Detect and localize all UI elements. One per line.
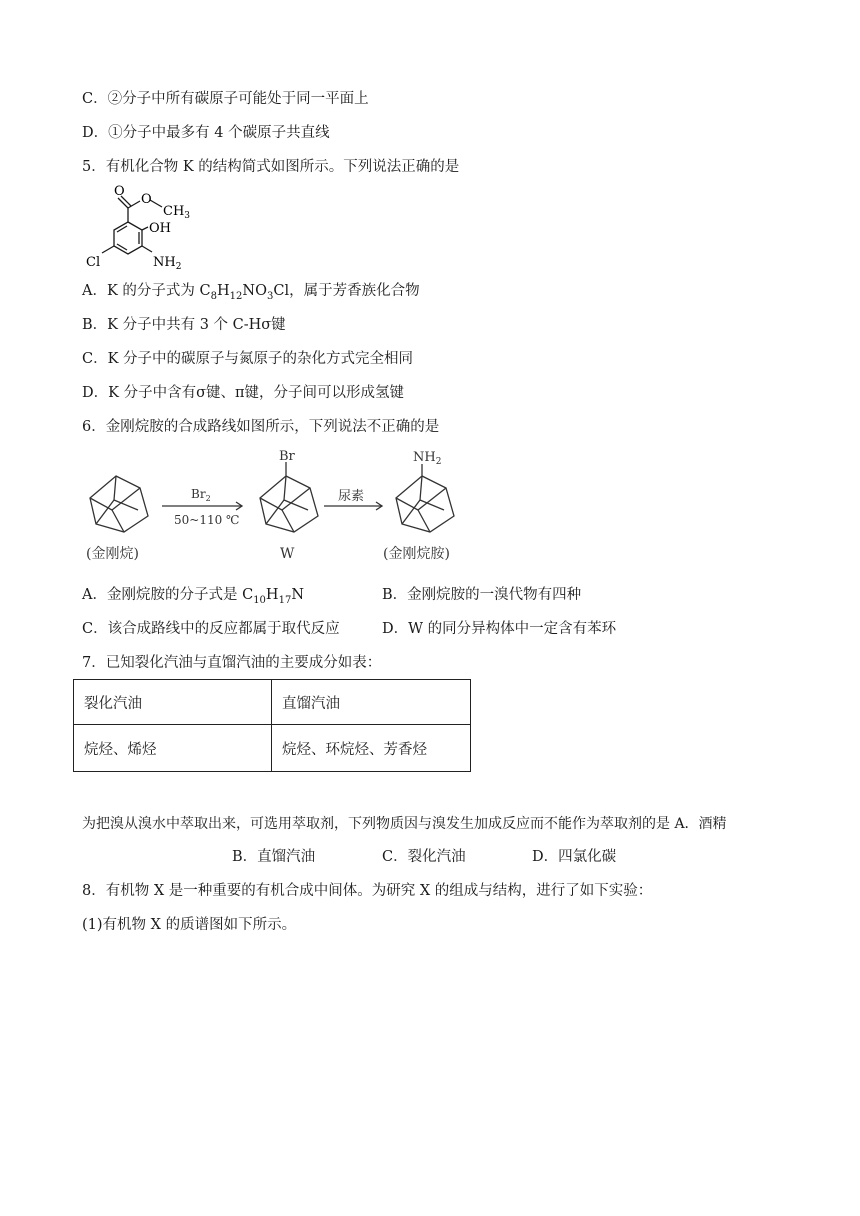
k-carbonyl-o-label: O bbox=[114, 184, 125, 199]
q6-option-d: D．W 的同分异构体中一定含有苯环 bbox=[382, 621, 617, 637]
q6-option-b: B．金刚烷胺的一溴代物有四种 bbox=[382, 587, 582, 603]
reagent-urea-label: 尿素 bbox=[338, 489, 365, 504]
w-br-label: Br bbox=[279, 449, 295, 464]
q7-stem: 7．已知裂化汽油与直馏汽油的主要成分如表： bbox=[82, 655, 382, 671]
table-header-straight-run-gasoline: 直馏汽油 bbox=[272, 680, 471, 725]
q8-part1: (1)有机物 X 的质谱图如下所示。 bbox=[82, 917, 297, 933]
q5-option-c: C．K 分子中的碳原子与氮原子的杂化方式完全相同 bbox=[82, 351, 414, 367]
reagent-br2-label: $Br_2$ bbox=[191, 487, 211, 503]
q7-body: 为把溴从溴水中萃取出来，可选用萃取剂，下列物质因与溴发生加成反应而不能作为萃取剂的是 A．酒精 bbox=[82, 816, 727, 832]
table-cell-cracked-components: 烷烃、烯烃 bbox=[74, 725, 272, 772]
gasoline-composition-table bbox=[73, 679, 471, 772]
table-row bbox=[74, 725, 471, 772]
q7-option-b: B．直馏汽油 bbox=[232, 849, 316, 865]
q8-stem: 8．有机物 X 是一种重要的有机合成中间体。为研究 X 的组成与结构，进行了如下实验： bbox=[82, 883, 653, 899]
table-header-cracked-gasoline: 裂化汽油 bbox=[74, 680, 272, 725]
amantadine-label: (金刚烷胺) bbox=[383, 546, 450, 562]
w-label: W bbox=[280, 546, 295, 562]
reagent-temperature-label: 50~110 ℃ bbox=[174, 513, 240, 527]
k-ch3-label: $CH_3$ bbox=[163, 204, 191, 221]
q5-option-d: D．K 分子中含有σ键、π键，分子间可以形成氢键 bbox=[82, 385, 404, 401]
k-cl-label: Cl bbox=[86, 255, 101, 270]
q6-option-a: A．金刚烷胺的分子式是 $C_{10}H_{17}N$ bbox=[82, 587, 304, 606]
k-nh2-label: $NH_2$ bbox=[153, 255, 182, 272]
amantadine-structure bbox=[396, 464, 454, 532]
q7-option-d: D．四氯化碳 bbox=[532, 849, 617, 865]
table-row bbox=[74, 680, 471, 725]
table-cell-straight-run-components: 烷烃、环烷烃、芳香烃 bbox=[272, 725, 471, 772]
k-ether-o-label: O bbox=[141, 192, 152, 207]
q5-option-b: B．K 分子中共有 3 个 C-Hσ键 bbox=[82, 317, 286, 333]
q7-option-c: C．裂化汽油 bbox=[382, 849, 466, 865]
k-oh-label: OH bbox=[149, 221, 171, 236]
amine-nh2-label: $NH_2$ bbox=[413, 450, 442, 467]
q5-option-a: A．K 的分子式为 $C_8H_{12}NO_3Cl$，属于芳香族化合物 bbox=[82, 283, 420, 302]
amantadine-synthesis-scheme bbox=[78, 448, 468, 570]
q5-stem: 5．有机化合物 K 的结构简式如图所示。下列说法正确的是 bbox=[82, 159, 460, 175]
adamantane-label: (金刚烷) bbox=[86, 546, 139, 562]
w-structure bbox=[260, 462, 318, 532]
q6-stem: 6．金刚烷胺的合成路线如图所示，下列说法不正确的是 bbox=[82, 419, 440, 435]
adamantane-structure bbox=[90, 476, 148, 532]
q6-option-c: C．该合成路线中的反应都属于取代反应 bbox=[82, 621, 340, 637]
q4-option-c: C．②分子中所有碳原子可能处于同一平面上 bbox=[82, 91, 369, 107]
q4-option-d: D．①分子中最多有 4 个碳原子共直线 bbox=[82, 125, 330, 141]
compound-k-structure bbox=[78, 180, 208, 275]
